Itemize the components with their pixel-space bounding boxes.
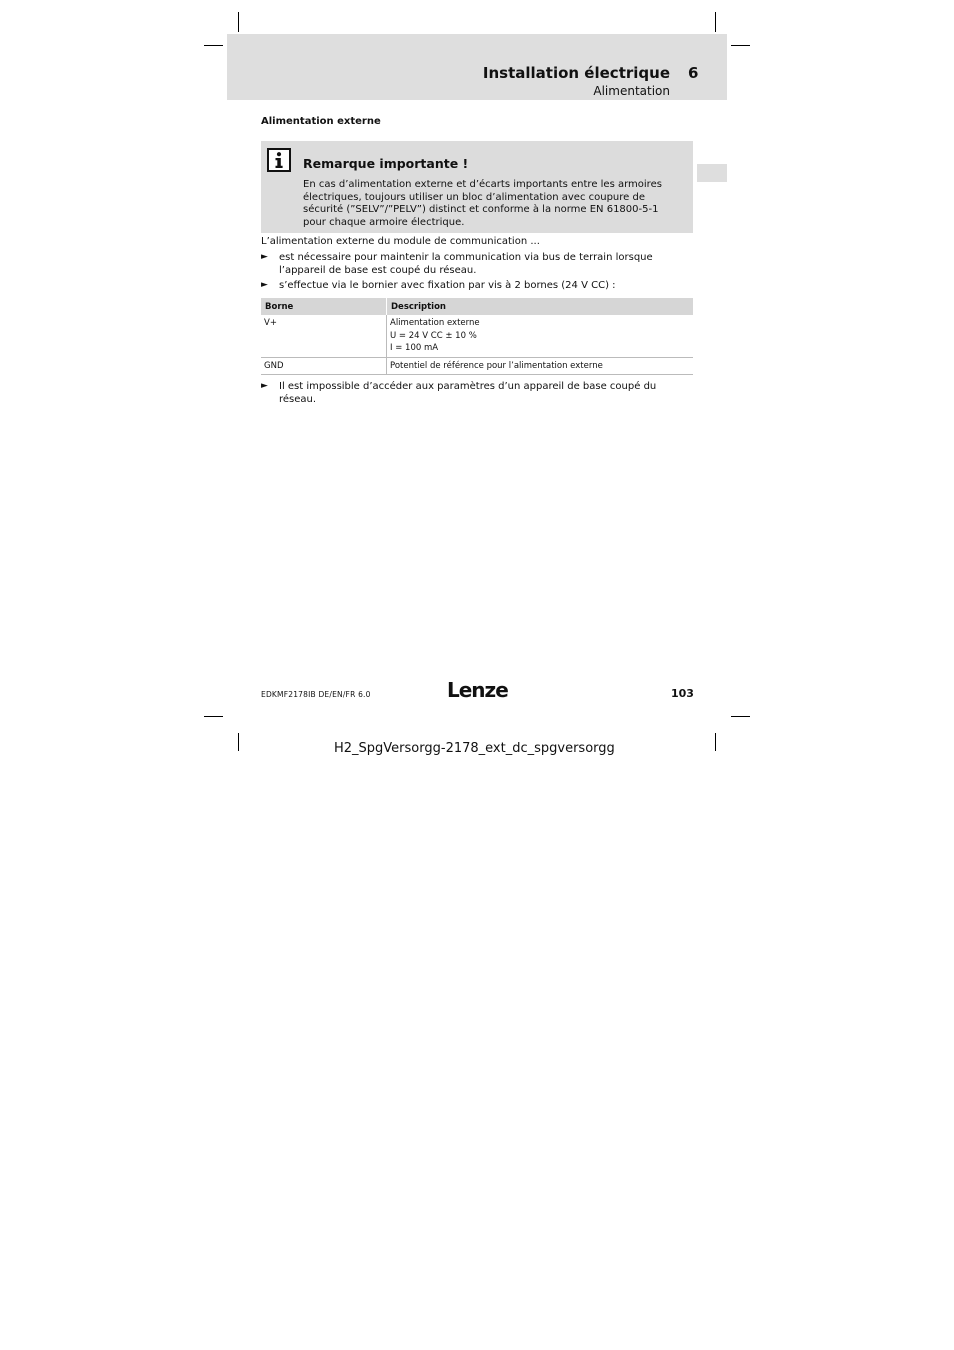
section-title: Alimentation externe — [261, 116, 381, 127]
list-item-text: est nécessaire pour maintenir la communication via bus de terrain lorsque l’appareil de base est coupé du réseau. — [279, 252, 653, 276]
crop-mark — [715, 12, 716, 32]
list-item — [261, 279, 693, 293]
arrow-bullet-icon: ► — [261, 381, 268, 391]
lenze-logo: Lenze — [447, 678, 508, 702]
chapter-title: Installation électrique — [482, 64, 670, 82]
file-name: H2_SpgVersorgg-2178_ext_dc_spgversorgg — [334, 741, 615, 756]
table-row — [261, 357, 693, 375]
chapter-subtitle: Alimentation — [593, 84, 670, 98]
crop-mark — [204, 45, 223, 46]
column-header-borne: Borne — [261, 298, 387, 315]
description-line: Alimentation externe — [390, 318, 480, 328]
note-text: En cas d’alimentation externe et d’écarts importants entre les armoires électriques, toujours utiliser un bloc d’alimentation avec coupure de sécurité (”SELV”/”PELV”) distinct et conforme à la norme EN 61800-5-1 pour chaque armoire électrique. — [303, 179, 662, 228]
description-line: I = 100 mA — [390, 343, 439, 353]
important-note — [261, 141, 693, 233]
list-item-text: s’effectue via le bornier avec fixation par vis à 2 bornes (24 V CC) : — [279, 280, 616, 291]
cell-description — [387, 315, 694, 357]
page-number: 103 — [671, 687, 694, 700]
crop-mark — [715, 733, 716, 751]
list-item — [261, 251, 693, 279]
crop-mark — [731, 45, 750, 46]
crop-mark — [238, 12, 239, 32]
cell-borne: V+ — [261, 315, 387, 357]
list-item — [261, 380, 693, 405]
description-line: U = 24 V CC ± 10 % — [390, 330, 477, 341]
table-row — [261, 315, 693, 357]
arrow-bullet-icon: ► — [261, 280, 268, 290]
cell-borne: GND — [261, 357, 387, 375]
list-item-text: Il est impossible d’accéder aux paramètres d’un appareil de base coupé du réseau. — [279, 381, 657, 405]
chapter-number: 6 — [688, 64, 699, 82]
cell-description — [387, 357, 694, 375]
intro-text: L’alimentation externe du module de communication ... — [261, 236, 540, 247]
table-header-row — [261, 298, 693, 315]
note-title: Remarque importante ! — [303, 156, 469, 171]
terminal-table — [261, 298, 693, 375]
info-icon — [267, 148, 291, 172]
arrow-bullet-icon: ► — [261, 252, 268, 262]
description-line: Potentiel de référence pour l’alimentation externe — [390, 360, 603, 371]
crop-mark — [238, 733, 239, 751]
document-reference: EDKMF2178IB DE/EN/FR 6.0 — [261, 690, 371, 699]
column-header-description: Description — [387, 298, 694, 315]
crop-mark — [204, 716, 223, 717]
crop-mark — [731, 716, 750, 717]
side-tab — [697, 164, 727, 182]
